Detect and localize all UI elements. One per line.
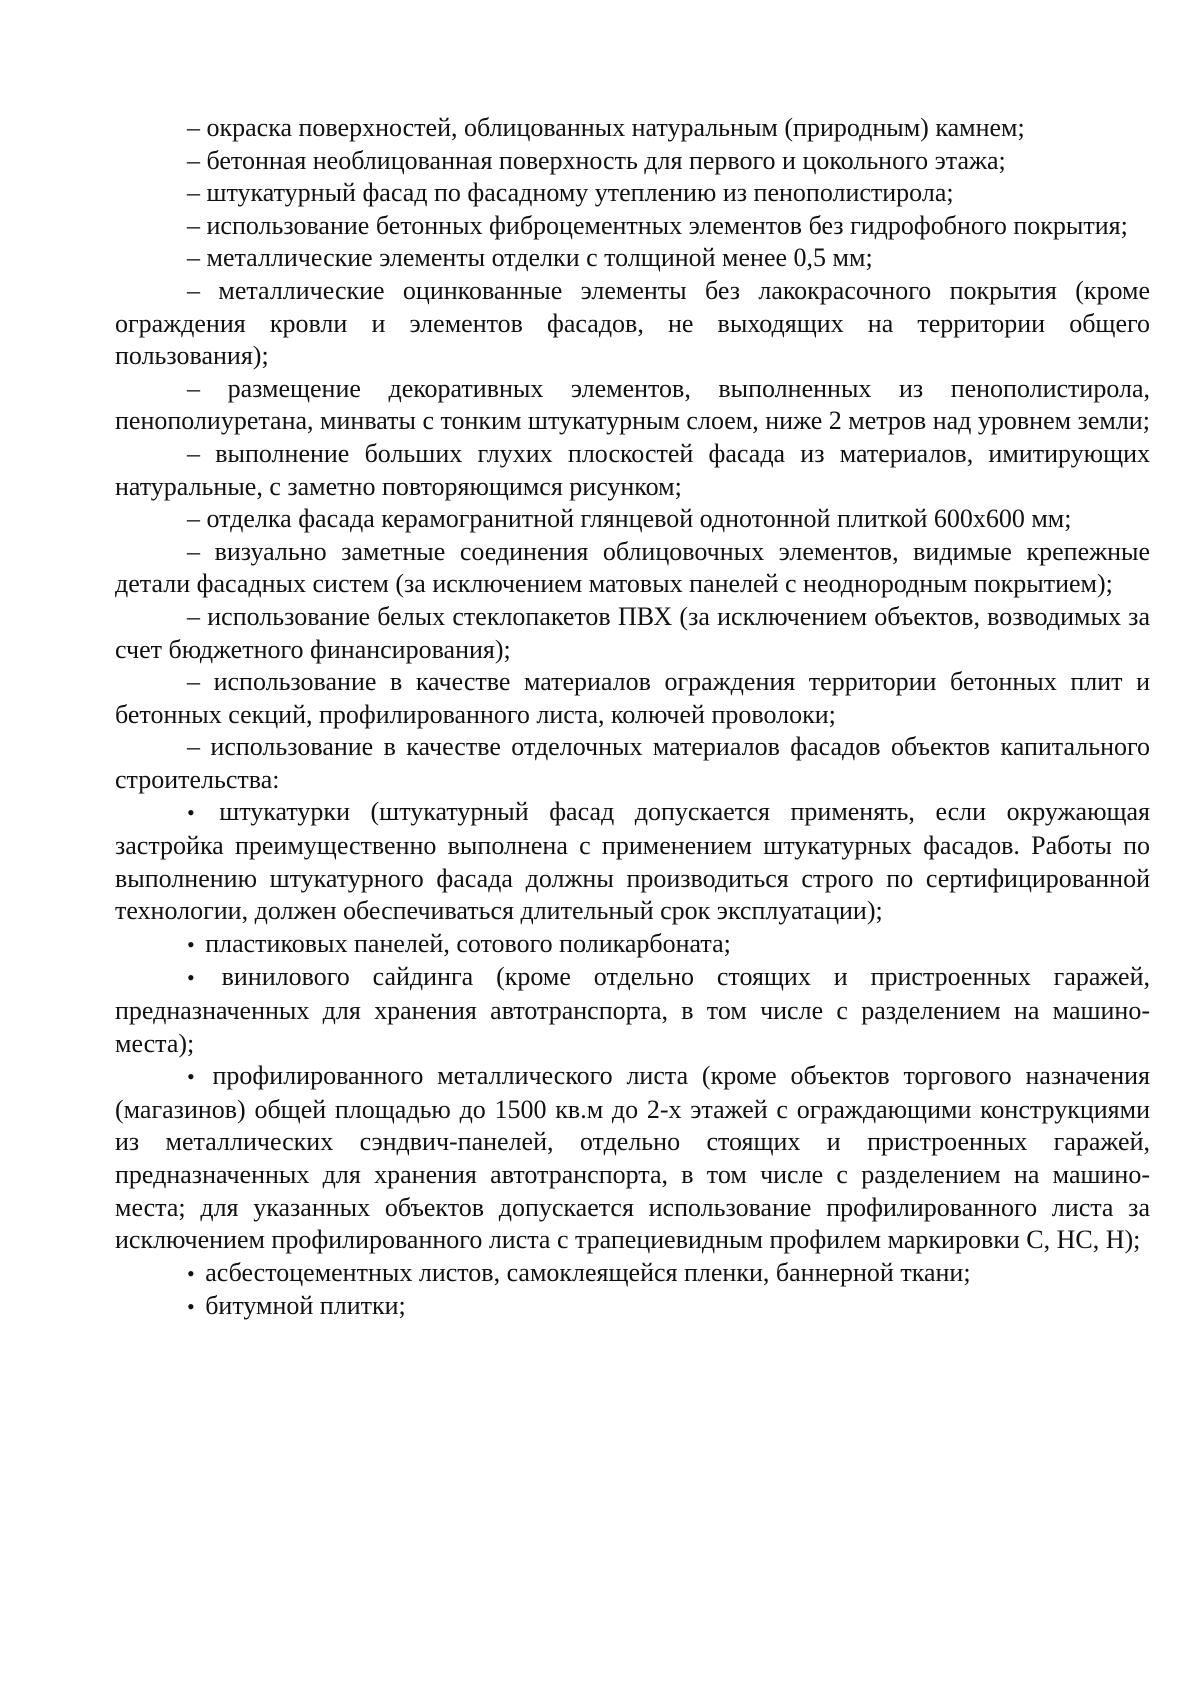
dash-item-text: размещение декоративных элементов, выполненных из пенополистирола, пенополиуретана, минваты с тонким штукатурным слоем, ниже 2 метров над уровнем земли; [115,373,1151,436]
dash-item-1 [115,112,1150,145]
document-page [115,112,1150,1324]
dash-item-10 [115,536,1150,601]
dash-item-text: штукатурный фасад по фасадному утеплению из пенополистирола; [206,178,954,208]
dash-item-2 [115,145,1150,178]
bullet-marker: • [187,1064,195,1090]
dash-marker: – [187,732,200,762]
bullet-item-text: пластиковых панелей, сотового поликарбоната; [205,928,731,958]
bullet-marker: • [187,965,195,991]
dash-marker: – [187,601,200,631]
dash-item-text: окраска поверхностей, облицованных натуральным (природным) камнем; [206,113,1025,142]
dash-item-8 [115,438,1150,503]
dash-marker: – [187,243,200,273]
bullet-item-5 [115,1257,1150,1291]
dash-item-text: металлические оцинкованные элементы без лакокрасочного покрытия (кроме ограждения кровли и элементов фасадов, не выходящих на территории общего пользования); [115,275,1150,371]
bullet-item-4 [115,1060,1150,1257]
bullet-item-2 [115,928,1150,962]
dash-marker: – [187,275,200,305]
dash-item-5 [115,242,1150,275]
dash-marker: – [187,438,200,468]
dash-item-text: использование в качестве материалов ограждения территории бетонных плит и бетонных секций, профилированного листа, колючей проволоки; [115,667,1150,729]
dash-item-9 [115,503,1150,536]
bullet-item-text: штукатурки (штукатурный фасад допускается применять, если окружающая застройка преимущественно выполнена с применением штукатурных фасадов. Работы по выполнению штукатурного фасада должны производиться строго по сертифицированной технологии, должен обеспечиваться длительный срок эксплуатации); [115,797,1151,926]
dash-item-6 [115,275,1150,373]
dash-item-13 [115,731,1150,796]
bullet-item-3 [115,961,1150,1060]
dash-item-text: использование в качестве отделочных материалов фасадов объектов капитального строительства: [115,732,1150,794]
bullet-item-text: битумной плитки; [205,1291,406,1321]
dash-item-text: использование бетонных фиброцементных элементов без гидрофобного покрытия; [206,210,1128,240]
dash-item-4 [115,210,1150,243]
dash-item-text: металлические элементы отделки с толщиной менее 0,5 мм; [206,243,873,273]
bullet-item-6 [115,1290,1150,1324]
dash-item-text: выполнение больших глухих плоскостей фасада из материалов, имитирующих натуральные, с заметно повторяющимся рисунком; [115,438,1150,501]
dash-item-12 [115,666,1150,731]
dash-marker: – [187,210,200,240]
dash-marker: – [187,178,200,208]
dash-marker: – [187,667,200,697]
dash-item-text: бетонная необлицованная поверхность для первого и цокольного этажа; [206,145,1006,175]
dash-marker: – [187,504,200,534]
bullet-item-text: винилового сайдинга (кроме отдельно стоящих и пристроенных гаражей, предназначенных для хранения автотранспорта, в том числе с разделением на машино-места); [115,962,1150,1058]
dash-marker: – [187,145,200,175]
bullet-item-text: асбестоцементных листов, самоклеящейся пленки, баннерной ткани; [205,1257,971,1287]
dash-item-11 [115,601,1150,666]
dash-marker: – [187,373,200,403]
dash-item-text: использование белых стеклопакетов ПВХ (за исключением объектов, возводимых за счет бюджетного финансирования); [115,601,1150,664]
bullet-item-text: профилированного металлического листа (кроме объектов торгового назначения (магазинов) общей площадью до 1500 кв.м до 2-х этажей с ограждающими конструкциями из металлических сэндвич-панелей, отдельно стоящих и пристроенных гаражей, предназначенных для хранения автотранспорта, в том числе с разделением на машино-места; для указанных объектов допускается использование профилированного листа за исключением профилированного листа с трапециевидным профилем маркировки С, НС, Н); [115,1061,1150,1255]
dash-marker: – [187,536,200,566]
dash-item-7 [115,373,1150,438]
bullet-marker: • [187,1260,195,1286]
dash-marker: – [187,113,200,142]
dash-item-text: отделка фасада керамогранитной глянцевой однотонной плиткой 600х600 мм; [206,504,1072,534]
bullet-item-1 [115,796,1150,927]
dash-item-text: визуально заметные соединения облицовочных элементов, видимые крепежные детали фасадных систем (за исключением матовых панелей с неоднородным покрытием); [115,536,1150,599]
bullet-marker: • [187,800,195,826]
bullet-marker: • [187,1294,195,1320]
dash-item-3 [115,177,1150,210]
bullet-marker: • [187,931,195,957]
